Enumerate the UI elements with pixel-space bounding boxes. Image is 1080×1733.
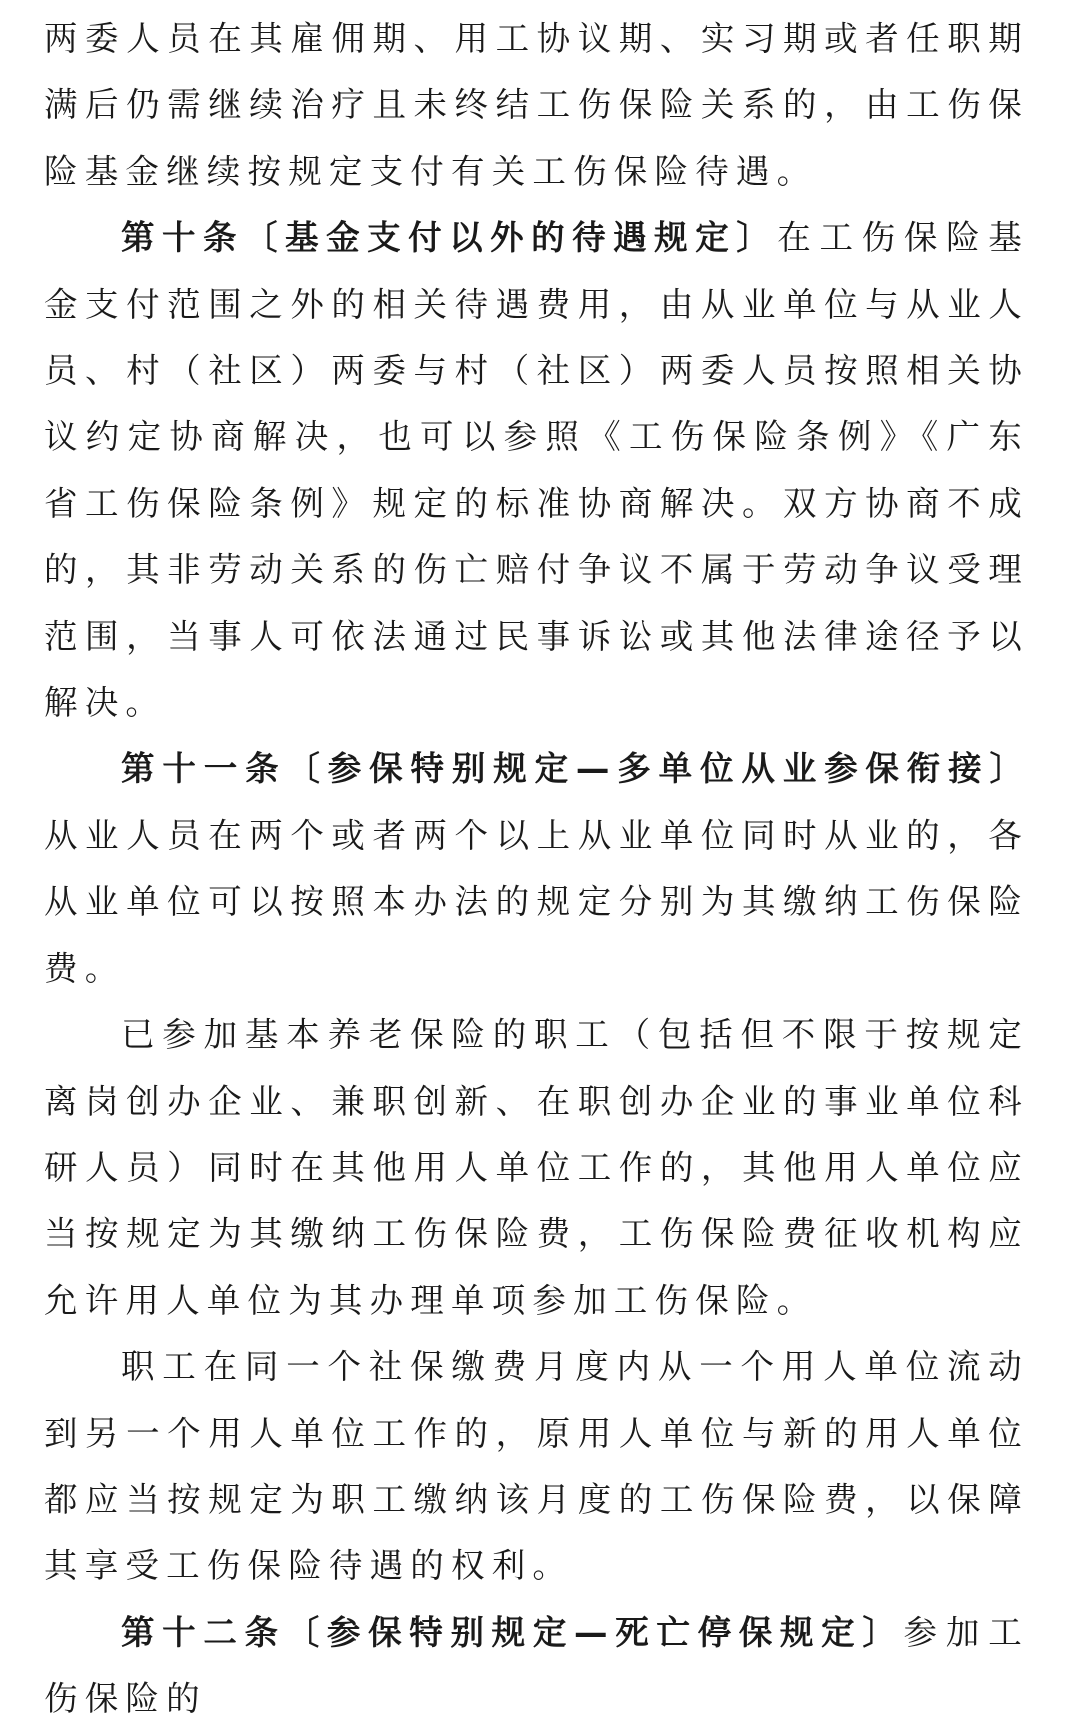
paragraph-continuation	[44, 6, 1029, 205]
paragraph-text: 职工在同一个社保缴费月度内从一个用人单位流动到另一个用人单位工作的，原用人单位与新的用人单位都应当按规定为职工缴纳该月度的工伤保险费，以保障其享受工伤保险待遇的权利。	[44, 1347, 1029, 1586]
article-10	[44, 205, 1029, 736]
article-heading: 第十条〔基金支付以外的待遇规定〕	[121, 218, 778, 258]
document-page	[44, 6, 1029, 1733]
paragraph-text: 已参加基本养老保险的职工（包括但不限于按规定离岗创办企业、兼职创新、在职创办企业的事业单位科研人员）同时在其他用人单位工作的，其他用人单位应当按规定为其缴纳工伤保险费，工伤保险费征收机构应允许用人单位为其办理单项参加工伤保险。	[44, 1015, 1029, 1320]
article-11	[44, 736, 1029, 1002]
paragraph-text: 从业人员在两个或者两个以上从业单位同时从业的，各从业单位可以按照本办法的规定分别为其缴纳工伤保险费。	[44, 815, 1029, 988]
paragraph	[44, 1002, 1029, 1334]
paragraph-text: 参加工伤保险的	[44, 1612, 1030, 1719]
article-heading: 第十一条〔参保特别规定—多单位从业参保衔接〕	[121, 749, 1029, 789]
paragraph	[44, 1334, 1029, 1600]
article-heading: 第十二条〔参保特别规定—死亡停保规定〕	[121, 1612, 904, 1652]
article-12	[44, 1600, 1029, 1733]
paragraph-text: 在工伤保险基金支付范围之外的相关待遇费用，由从业单位与从业人员、村（社区）两委与村（社区）两委人员按照相关协议约定协商解决，也可以参照《工伤保险条例》《广东省工伤保险条例》规定的标准协商解决。双方协商不成的，其非劳动关系的伤亡赔付争议不属于劳动争议受理范围，当事人可依法通过民事诉讼或其他法律途径予以解决。	[44, 218, 1030, 723]
paragraph-text: 两委人员在其雇佣期、用工协议期、实习期或者任职期满后仍需继续治疗且未终结工伤保险关系的，由工伤保险基金继续按规定支付有关工伤保险待遇。	[44, 19, 1029, 191]
